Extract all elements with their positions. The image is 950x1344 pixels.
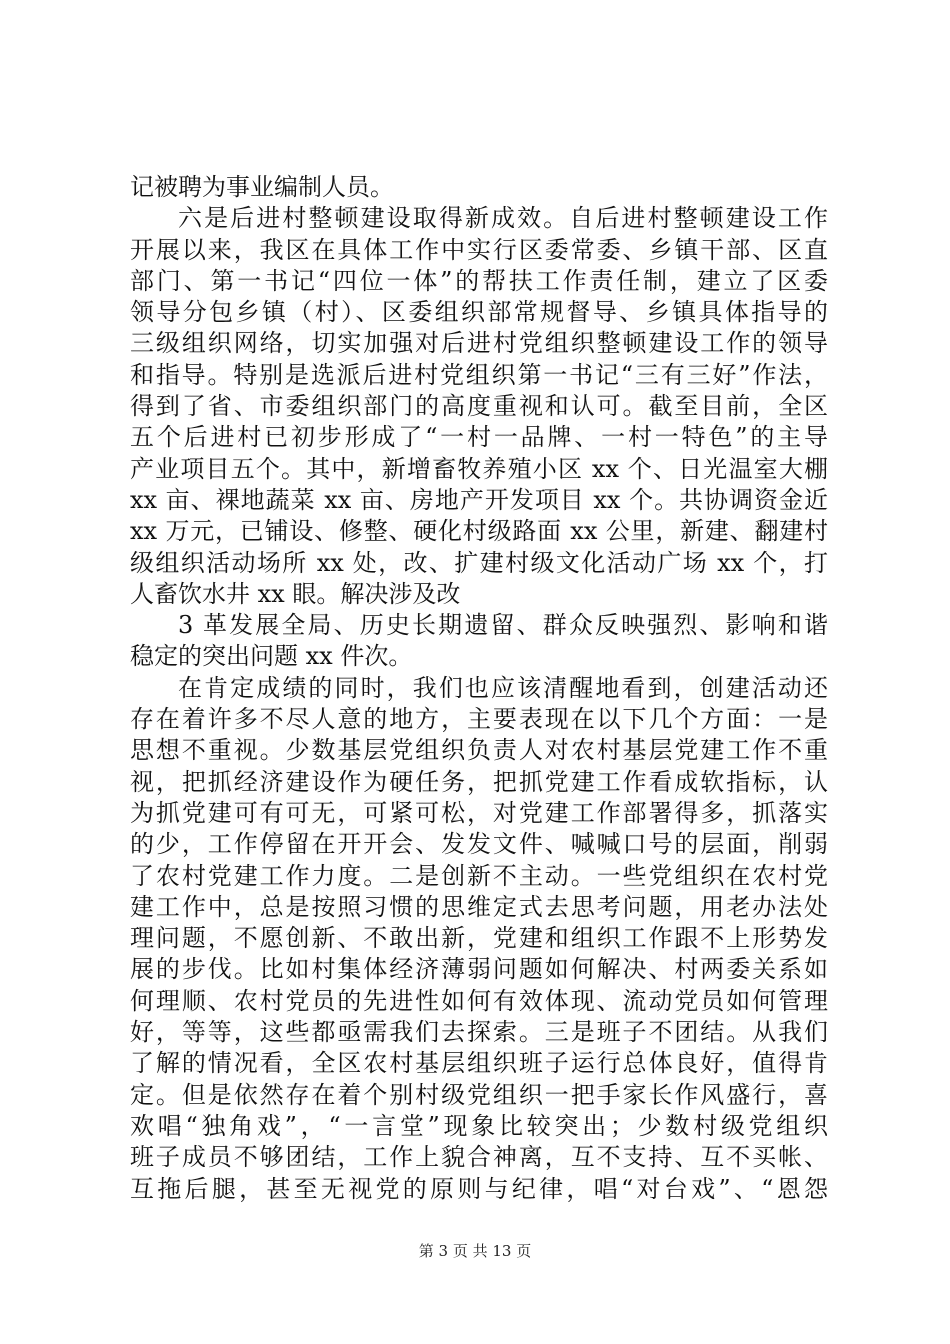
text-line: 理问题，不愿创新、不敢出新，党建和组织工作跟不上形势发 [130, 924, 828, 953]
text-line: 好，等等，这些都亟需我们去探索。三是班子不团结。从我们 [130, 1018, 828, 1047]
text-line: 领导分包乡镇（村）、区委组织部常规督导、乡镇具体指导的 [130, 298, 828, 327]
text-line: 部门、第一书记“四位一体”的帮扶工作责任制，建立了区委 [130, 266, 828, 295]
page-footer: 第 3 页 共 13 页 [418, 1242, 532, 1260]
text-line: 了解的情况看，全区农村基层组织班子运行总体良好，值得肯 [130, 1049, 828, 1078]
text-line: 六是后进村整顿建设取得新成效。自后进村整顿建设工作 [178, 204, 828, 233]
text-line: 展的步伐。比如村集体经济薄弱问题如何解决、村两委关系如 [130, 955, 828, 984]
text-line: 得到了省、市委组织部门的高度重视和认可。截至目前，全区 [130, 392, 828, 421]
text-line: xx 亩、裸地蔬菜 xx 亩、房地产开发项目 xx 个。共协调资金近 [130, 485, 828, 514]
text-line: 和指导。特别是选派后进村党组织第一书记“三有三好”作法， [130, 360, 828, 389]
text-line: 班子成员不够团结，工作上貌合神离，互不支持、互不买帐、 [130, 1143, 828, 1172]
text-line: 在肯定成绩的同时，我们也应该清醒地看到，创建活动还 [178, 673, 828, 702]
text-line: 级组织活动场所 xx 处，改、扩建村级文化活动广场 xx 个，打 [130, 548, 828, 577]
text-line: 记被聘为事业编制人员。 [130, 173, 394, 201]
text-line: xx 万元，已铺设、修整、硬化村级路面 xx 公里，新建、翻建村 [130, 517, 828, 546]
text-line: 的少，工作停留在开开会、发发文件、喊喊口号的层面，削弱 [130, 830, 828, 859]
body-text [130, 172, 828, 1205]
text-line: 产业项目五个。其中，新增畜牧养殖小区 xx 个、日光温室大棚 [130, 454, 828, 483]
text-line: 视，把抓经济建设作为硬任务，把抓党建工作看成软指标，认 [130, 767, 828, 796]
text-line: 建工作中，总是按照习惯的思维定式去思考问题，用老办法处 [130, 892, 828, 921]
text-line: 欢唱“独角戏”，“一言堂”现象比较突出；少数村级党组织 [130, 1111, 828, 1140]
text-line: 定。但是依然存在着个别村级党组织一把手家长作风盛行，喜 [130, 1080, 828, 1109]
text-line: 存在着许多不尽人意的地方，主要表现在以下几个方面：一是 [130, 705, 828, 734]
text-line: 了农村党建工作力度。二是创新不主动。一些党组织在农村党 [130, 861, 828, 890]
text-line: 三级组织网络，切实加强对后进村党组织整顿建设工作的领导 [130, 329, 828, 358]
text-line: 五个后进村已初步形成了“一村一品牌、一村一特色”的主导 [130, 423, 828, 452]
text-line: 为抓党建可有可无，可紧可松，对党建工作部署得多，抓落实 [130, 798, 828, 827]
text-line: 思想不重视。少数基层党组织负责人对农村基层党建工作不重 [130, 736, 828, 765]
text-line: 人畜饮水井 xx 眼。解决涉及改 [130, 579, 461, 608]
text-line: 稳定的突出问题 xx 件次。 [130, 642, 413, 671]
text-line: 何理顺、农村党员的先进性如何有效体现、流动党员如何管理 [130, 986, 828, 1015]
text-line: 互拖后腿，甚至无视党的原则与纪律，唱“对台戏”、“恩怨 [130, 1174, 828, 1203]
text-line: 开展以来，我区在具体工作中实行区委常委、乡镇干部、区直 [130, 235, 828, 264]
text-line: 3 革发展全局、历史长期遗留、群众反映强烈、影响和谐 [178, 611, 828, 640]
